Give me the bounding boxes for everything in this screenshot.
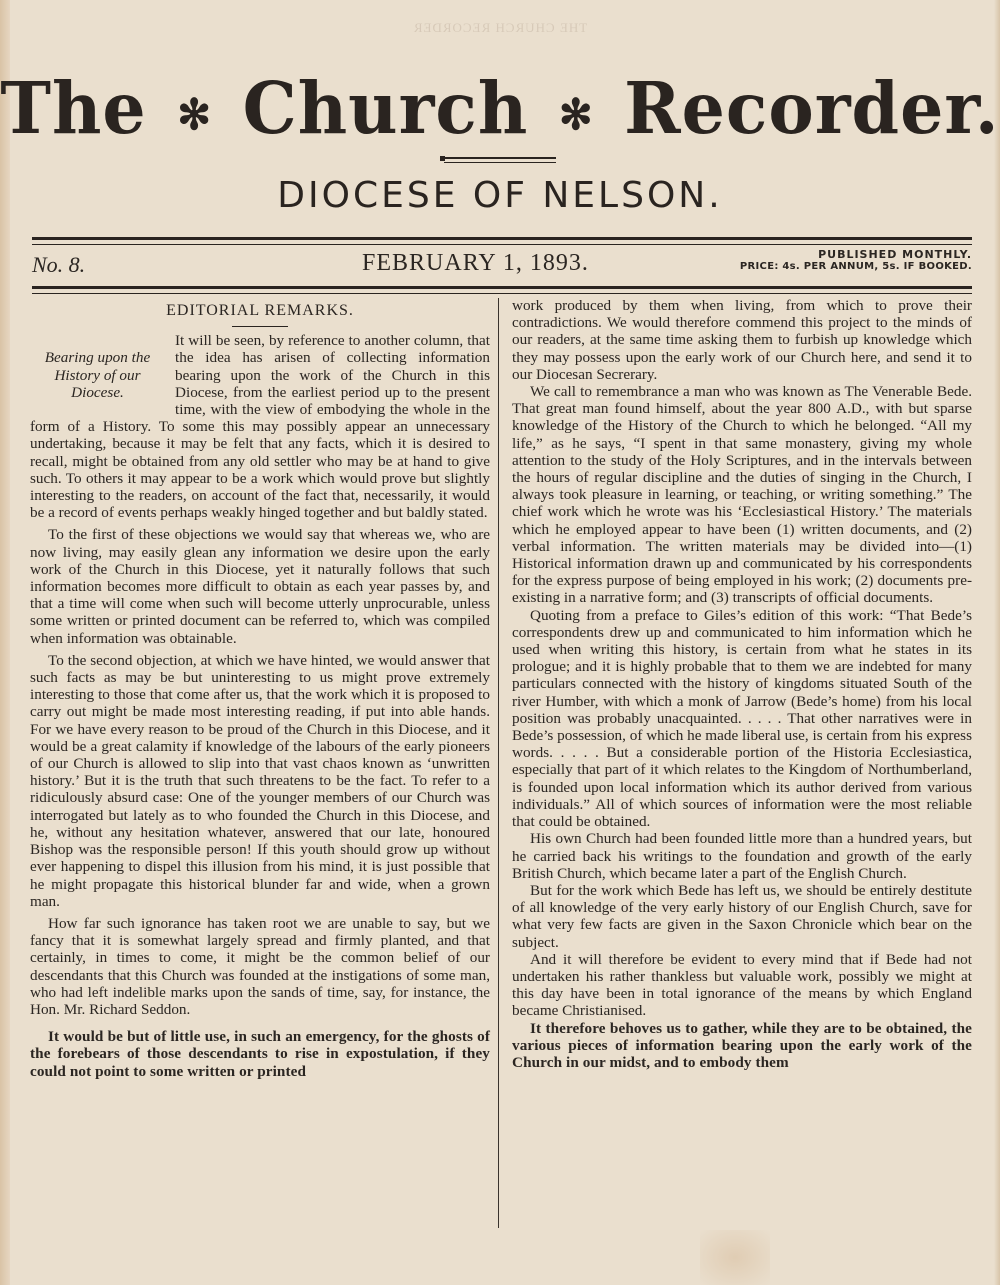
paragraph: It will be seen, by reference to another column, that the idea has arisen of collecting information bearing upon the work of the Church in this Diocese, from the earliest period up to the present time, with the view of embodying the whole in the form of a History. To some this may possibly appear an unnecessary undertaking, because it may be felt that any facts, which it is desired to recall, might be obtained from any old settler who may be at hand to give such. To others it may appear to be a work which would prove but slightly interesting to the readers, on account of the fact that, necessarily, it would be a record of events perhaps weakly hinged together and but baldly stated. (30, 332, 490, 522)
heading-rule (232, 326, 288, 327)
paper-stain (700, 1230, 770, 1285)
left-column (30, 300, 490, 1080)
paragraph: To the second objection, at which we have hinted, we would answer that such facts as may be but uninteresting to us might prove extremely interesting to those that come after us, that the work which it is proposed to carry out might be made most interesting reading, if put into able hands. For we have every reason to be proud of the Church in this Diocese, and it would be a great calamity if knowledge of the labours of the early pioneers of our Church is allowed to slip into that vast chaos known as ‘unwritten history.’ But it is the truth that such threatens to be the fact. To refer to a ridiculously absurd case: One of the younger members of our Church was interrogated but lately as to who founded the Church in this Diocese, and he, without any hesitation whatever, answered that our late, honoured Bishop was the responsible person! If this youth should grow up without ever happening to dispel this illusion from his mind, it is just possible that he might propagate this historical blunder far and wide, when a grown man. (30, 651, 490, 910)
title-the: The (0, 67, 147, 151)
article-heading: EDITORIAL REMARKS. (166, 302, 354, 319)
column-divider (498, 298, 499, 1228)
publication-frequency: PUBLISHED MONTHLY. (818, 248, 972, 261)
right-column (512, 297, 972, 1071)
dateline (32, 246, 972, 282)
paragraph: And it will therefore be evident to every mind that if Bede had not undertaken his rather thankless but valuable work, possibly we might at this day have been in total ignorance of the means by which England became Christianised. (512, 950, 972, 1020)
issue-number: No. 8. (32, 252, 86, 277)
ornament-star-icon: ✻ (558, 89, 594, 139)
paragraph: It therefore behoves us to gather, while they are to be obtained, the various pieces of information bearing upon the early work of the Church in our midst, and to embody them (512, 1019, 972, 1071)
paragraph: But for the work which Bede has left us, we should be entirely destitute of all knowledge of the very early history of our English Church, save for what very few facts are given in the Saxon Chronicle which bear on the subject. (512, 881, 972, 951)
paragraph: It would be but of little use, in such an emergency, for the ghosts of the forebears of those descendants to rise in expostulation, if they could not point to some written or printed (30, 1028, 490, 1080)
bottom-double-rule (32, 286, 972, 294)
diocese-subtitle: DIOCESE OF NELSON. (277, 175, 723, 216)
issue-date: FEBRUARY 1, 1893. (362, 250, 589, 276)
margin-sidenote: Bearing upon the History of our Diocese. (44, 349, 151, 402)
newspaper-title (0, 67, 1000, 151)
title-recorder: Recorder. (624, 67, 1000, 151)
masthead (0, 67, 1000, 216)
paragraph: How far such ignorance has taken root we are unable to say, but we fancy that it is somewhat largely spread and firmly planted, and that certainly, in times to come, it might be the common belief of our descendants that this Church was founded at the instigations of some man, who had left indelible marks upon the sands of time, say, for instance, the Hon. Mr. Richard Seddon. (30, 914, 490, 1018)
show-through-header: THE CHURCH RECORDER (412, 20, 588, 35)
paragraph: work produced by them when living, from which to prove their contradictions. We would therefore commend this project to the minds of our readers, at the same time asking them to furbish up knowledge which they may possess upon the early work of our Church here, and send it to our Diocesan Secrerary. (512, 297, 972, 383)
first-paragraph-block (30, 332, 490, 521)
top-double-rule (32, 237, 972, 245)
paragraph: Quoting from a preface to Giles’s edition of this work: “That Bede’s correspondents drew up and communicated to him information which he used when writing this history, is certain from what he states in its prologue; and it is highly probable that to them we are indebted for many particulars connected with the history of kingdoms situated South of the river Humber, with which a monk of Jarrow (Bede’s home) from his local position was probably unacquainted. . . . . That other narratives were in Bede’s possession, of which he made liberal use, is certain from his express words. . . . . But a considerable portion of the Historia Ecclesiastica, especially that part of it which relates to the Kingdom of Northumberland, is founded upon local information which its author derived from various individuals.” All of which sources of information were the most reliable that could be obtained. (512, 606, 972, 831)
publication-info (740, 248, 972, 272)
paragraph: We call to remembrance a man who was known as The Venerable Bede. That great man found himself, about the year 800 A.D., with but sparse knowledge of the History of the Church to which he belonged. “All my life,” as he says, “I spent in that same monastery, giving my whole attention to the study of the Holy Scriptures, and in the intervals between the hours of regular discipline and the duties of singing in the Church, I always took pleasure in learning, or teaching, or writing something.” The chief work which he wrote was his ‘Ecclesiastical History.’ The materials which he employed appear to have been (1) written documents, and (2) verbal information. The written materials may be divided into—(1) Historical information drawn up and communicated by his correspondents for the express purpose of being employed in his work; (2) documents pre-existing in a narrative form; and (3) transcripts of official documents. (512, 383, 972, 607)
title-rule (444, 157, 556, 163)
title-church: Church (242, 67, 529, 151)
subscription-price: PRICE: 4s. PER ANNUM, 5s. IF BOOKED. (739, 261, 972, 272)
paragraph: His own Church had been founded little more than a hundred years, but he carried back his writings to the foundation and growth of the early British Church, which became later a part of the English Church. (512, 830, 972, 882)
paragraph: To the first of these objections we would say that whereas we, who are now living, may easily glean any information we desire upon the early work of the Church in this Diocese, yet it naturally follows that such information becomes more difficult to obtain as each year passes by, and that a time will come when such will become utterly unprocurable, unless some written or printed document can be referred to, which was compiled when information was obtainable. (30, 526, 490, 647)
ornament-star-icon: ✻ (177, 89, 212, 139)
